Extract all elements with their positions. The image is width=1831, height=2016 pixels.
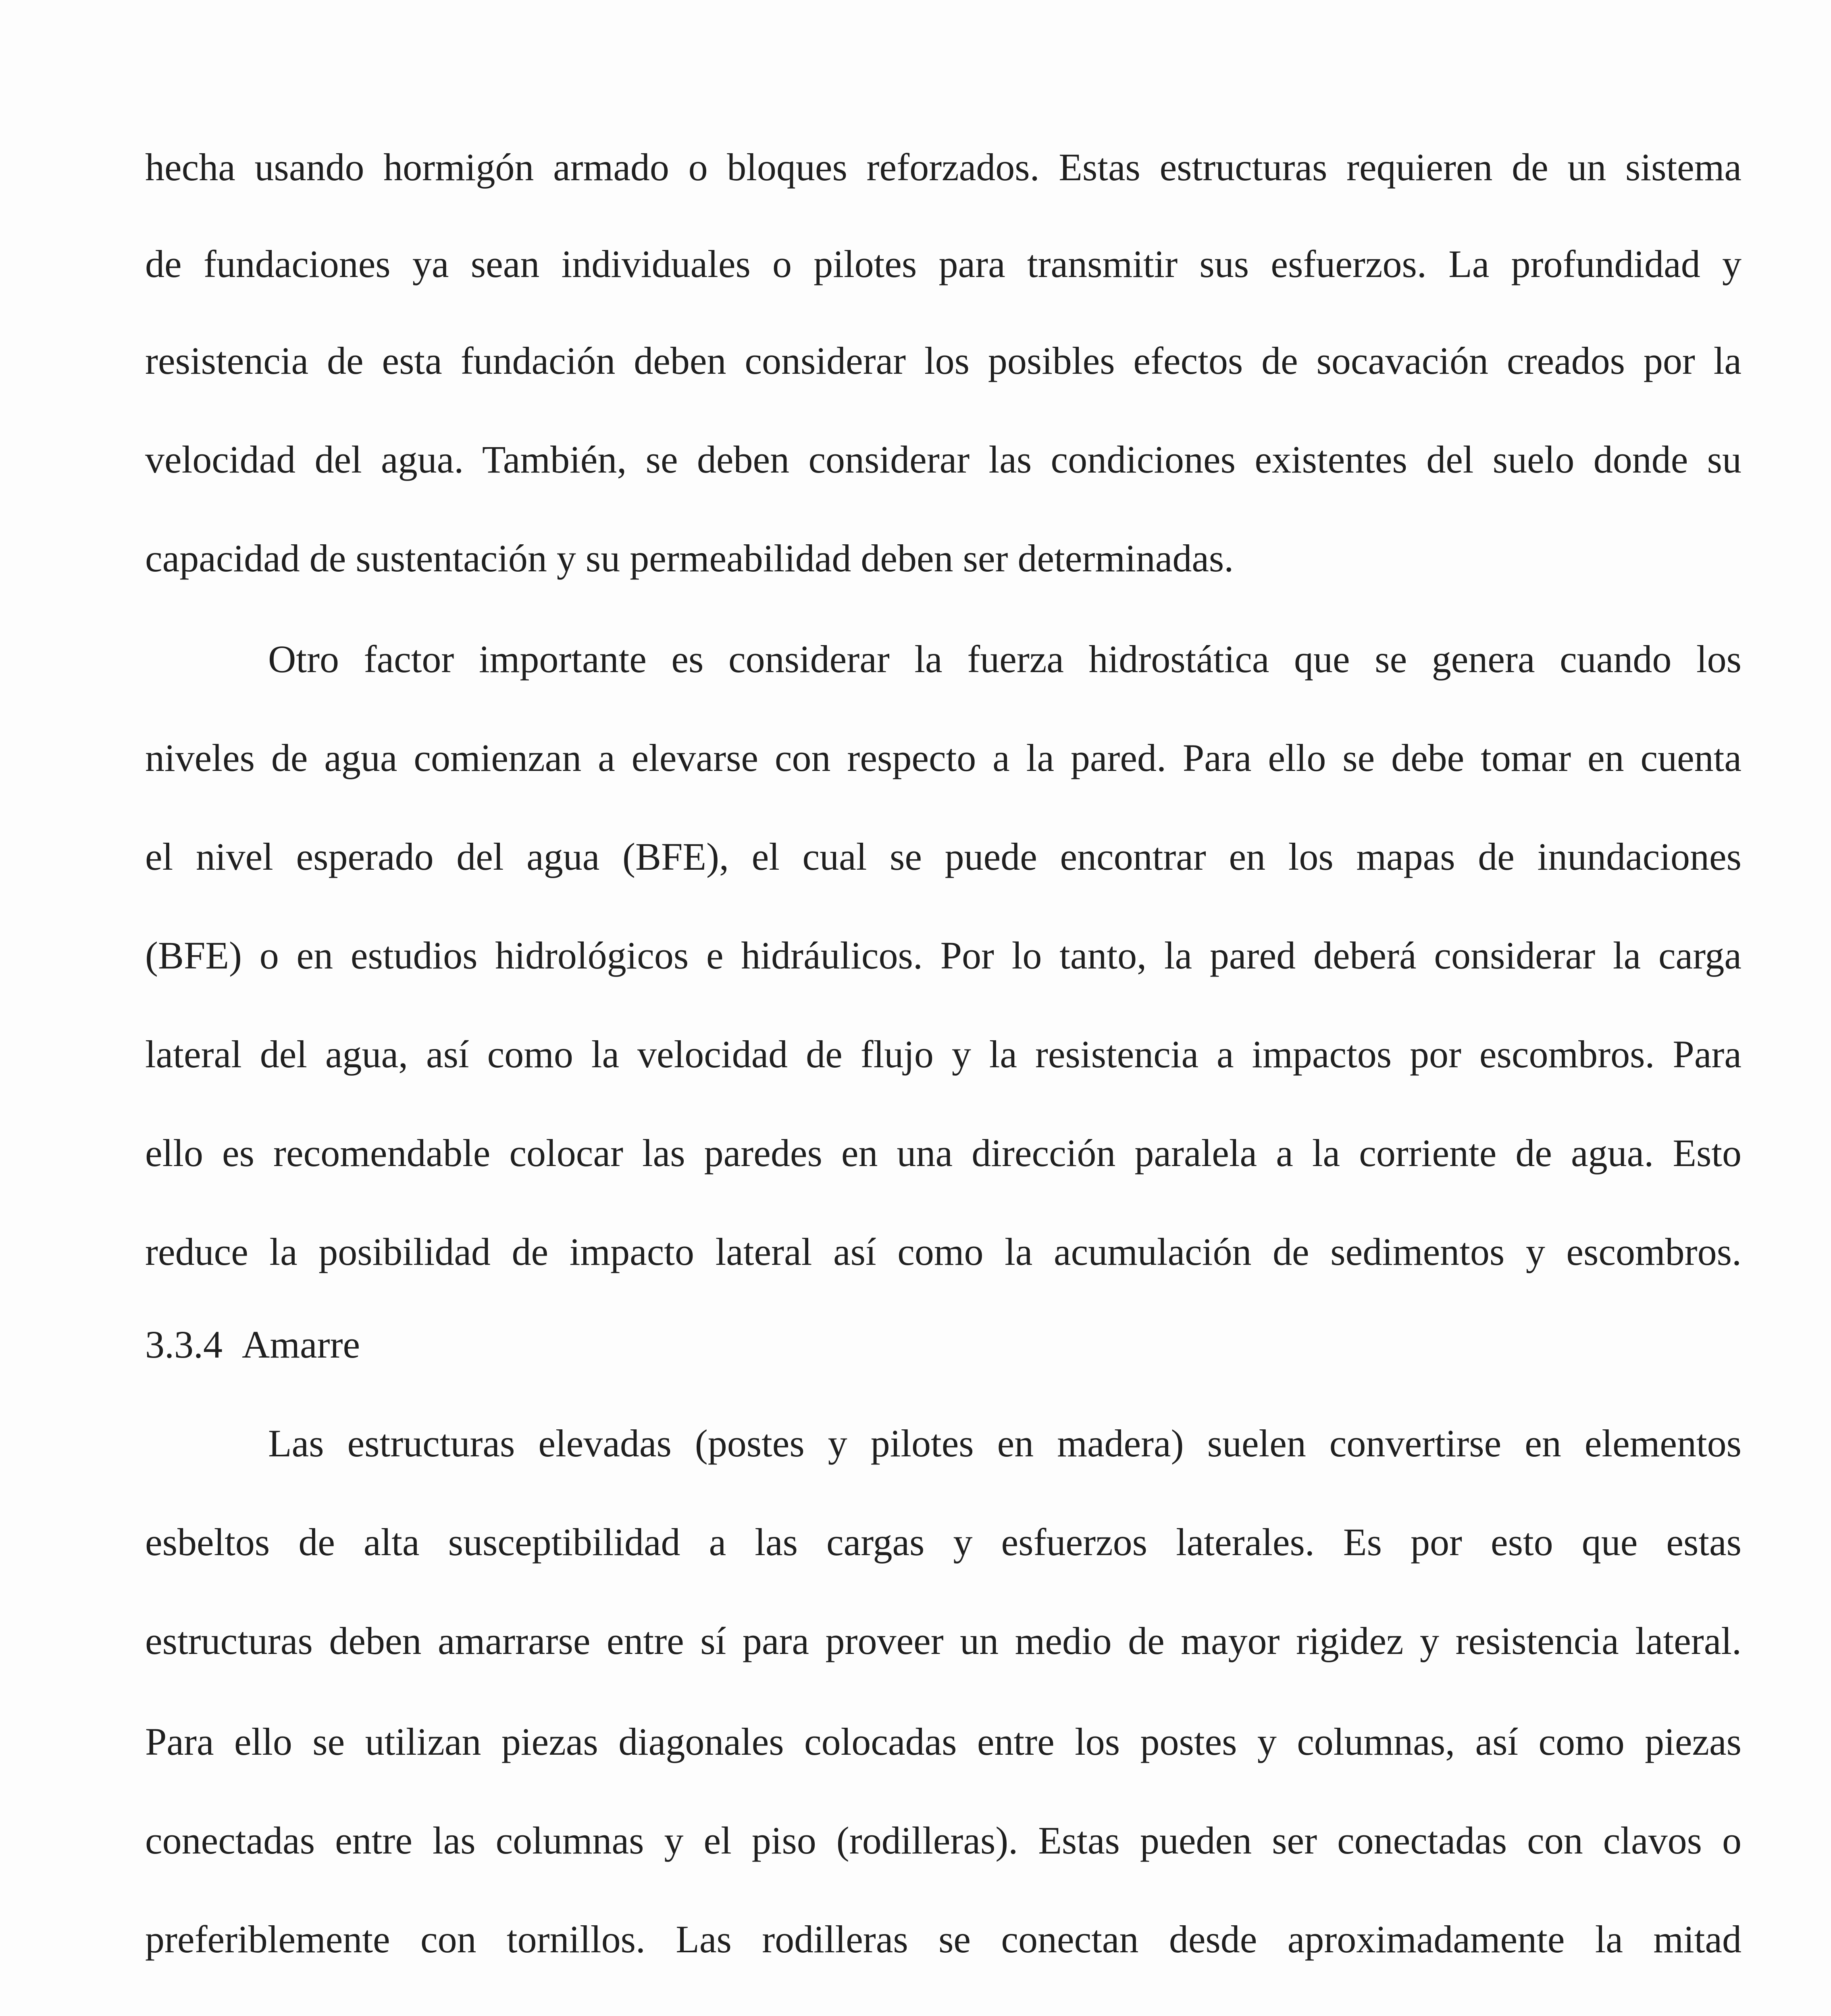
paragraph-2-line-6: ello es recomendable colocar las paredes en una dirección paralela a la corriente de agua. Esto bbox=[145, 1131, 1742, 1175]
section-number: 3.3.4 bbox=[145, 1323, 223, 1366]
section-heading bbox=[145, 1320, 360, 1369]
section-title: Amarre bbox=[242, 1323, 360, 1366]
paragraph-1-line-4: velocidad del agua. También, se deben considerar las condiciones existentes del suelo donde su bbox=[145, 438, 1742, 481]
paragraph-2-line-5: lateral del agua, así como la velocidad de flujo y la resistencia a impactos por escombros. Para bbox=[145, 1033, 1742, 1076]
paragraph-2-line-2: niveles de agua comienzan a elevarse con respecto a la pared. Para ello se debe tomar en cuenta bbox=[145, 736, 1742, 779]
paragraph-1-line-2: de fundaciones ya sean individuales o pilotes para transmitir sus esfuerzos. La profundidad y bbox=[145, 242, 1742, 285]
paragraph-3-line-5: conectadas entre las columnas y el piso (rodilleras). Estas pueden ser conectadas con clavos o bbox=[145, 1819, 1742, 1862]
paragraph-2-line-4: (BFE) o en estudios hidrológicos e hidráulicos. Por lo tanto, la pared deberá considerar la carga bbox=[145, 934, 1742, 977]
paragraph-3-line-3: estructuras deben amarrarse entre sí para proveer un medio de mayor rigidez y resistencia lateral. bbox=[145, 1619, 1742, 1662]
paragraph-1-line-3: resistencia de esta fundación deben considerar los posibles efectos de socavación creados por la bbox=[145, 339, 1742, 382]
paragraph-3-line-6: preferiblemente con tornillos. Las rodilleras se conectan desde aproximadamente la mitad bbox=[145, 1918, 1742, 1961]
paragraph-1-line-5: capacidad de sustentación y su permeabilidad deben ser determinadas. bbox=[145, 537, 1234, 580]
paragraph-3-line-4: Para ello se utilizan piezas diagonales colocadas entre los postes y columnas, así como piezas bbox=[145, 1720, 1742, 1763]
paragraph-3-line-7 bbox=[145, 2014, 1742, 2016]
paragraph-1-line-1: hecha usando hormigón armado o bloques reforzados. Estas estructuras requieren de un sistema bbox=[145, 146, 1742, 189]
paragraph-3-line-2: esbeltos de alta susceptibilidad a las cargas y esfuerzos laterales. Es por esto que estas bbox=[145, 1520, 1742, 1564]
paragraph-2-line-7: reduce la posibilidad de impacto lateral así como la acumulación de sedimentos y escombros. bbox=[145, 1230, 1742, 1273]
paragraph-3-line-1: Las estructuras elevadas (postes y pilotes en madera) suelen convertirse en elementos bbox=[268, 1422, 1742, 1465]
paragraph-2-line-3: el nivel esperado del agua (BFE), el cual se puede encontrar en los mapas de inundaciones bbox=[145, 835, 1742, 878]
paragraph-2-line-1: Otro factor importante es considerar la fuerza hidrostática que se genera cuando los bbox=[268, 637, 1742, 681]
